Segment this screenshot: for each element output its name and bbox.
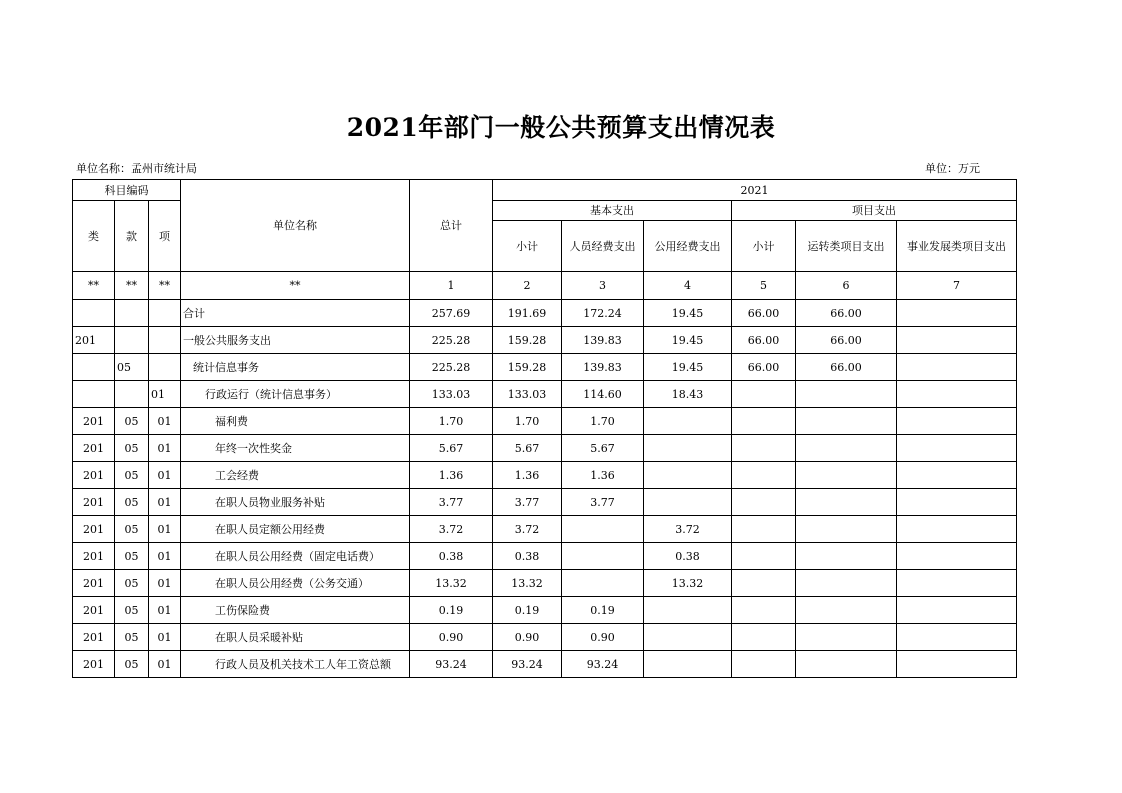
development-cell — [897, 651, 1017, 678]
table-row — [73, 543, 1017, 570]
transfer-cell — [796, 543, 897, 570]
transfer-cell — [796, 570, 897, 597]
xiang-cell: 01 — [149, 624, 181, 651]
xiang-cell: 01 — [149, 651, 181, 678]
public-cell — [644, 597, 732, 624]
item-name-cell: 工伤保险费 — [181, 597, 410, 624]
transfer-cell: 66.00 — [796, 354, 897, 381]
subject-code-header: 科目编码 — [73, 180, 181, 201]
public-cell: 19.45 — [644, 300, 732, 327]
transfer-cell: 66.00 — [796, 300, 897, 327]
total-cell: 13.32 — [410, 570, 493, 597]
project-subtotal-header: 小计 — [732, 221, 796, 272]
lei-cell: 201 — [73, 516, 115, 543]
transfer-cell — [796, 516, 897, 543]
personnel-cell: 5.67 — [562, 435, 644, 462]
lei-cell: 201 — [73, 327, 115, 354]
transfer-cell — [796, 408, 897, 435]
project-subtotal-cell — [732, 489, 796, 516]
item-name-cell: 在职人员定额公用经费 — [181, 516, 410, 543]
basic-subtotal-cell: 5.67 — [493, 435, 562, 462]
total-cell: 3.72 — [410, 516, 493, 543]
table-row — [73, 408, 1017, 435]
basic-subtotal-cell: 159.28 — [493, 327, 562, 354]
xiang-cell: 01 — [149, 516, 181, 543]
item-name-cell: 年终一次性奖金 — [181, 435, 410, 462]
total-cell: 225.28 — [410, 327, 493, 354]
personnel-expense-header: 人员经费支出 — [562, 221, 644, 272]
index-cell: 1 — [410, 272, 493, 300]
kuan-cell: 05 — [115, 435, 149, 462]
page-title: 2021年部门一般公共预算支出情况表 — [346, 113, 776, 142]
project-subtotal-cell — [732, 597, 796, 624]
index-row — [73, 272, 1017, 300]
basic-subtotal-cell: 133.03 — [493, 381, 562, 408]
basic-subtotal-cell: 0.19 — [493, 597, 562, 624]
xiang-cell — [149, 354, 181, 381]
project-subtotal-cell — [732, 462, 796, 489]
transfer-cell — [796, 435, 897, 462]
total-cell: 0.38 — [410, 543, 493, 570]
public-cell — [644, 462, 732, 489]
kuan-cell: 05 — [115, 354, 149, 381]
project-subtotal-cell — [732, 570, 796, 597]
total-cell: 257.69 — [410, 300, 493, 327]
total-header: 总计 — [410, 180, 493, 272]
total-cell: 0.19 — [410, 597, 493, 624]
kuan-cell: 05 — [115, 462, 149, 489]
public-cell: 18.43 — [644, 381, 732, 408]
development-cell — [897, 300, 1017, 327]
basic-subtotal-cell: 13.32 — [493, 570, 562, 597]
kuan-cell — [115, 300, 149, 327]
xiang-cell: 01 — [149, 435, 181, 462]
project-subtotal-cell — [732, 516, 796, 543]
total-cell: 0.90 — [410, 624, 493, 651]
table-row — [73, 570, 1017, 597]
public-expense-header: 公用经费支出 — [644, 221, 732, 272]
kuan-cell: 05 — [115, 570, 149, 597]
personnel-cell: 139.83 — [562, 327, 644, 354]
item-name-cell: 统计信息事务 — [181, 354, 410, 381]
lei-cell: 201 — [73, 597, 115, 624]
table-row — [73, 489, 1017, 516]
project-subtotal-cell — [732, 408, 796, 435]
table-row — [73, 516, 1017, 543]
kuan-cell: 05 — [115, 516, 149, 543]
xiang-header: 项 — [149, 201, 181, 272]
transfer-cell — [796, 462, 897, 489]
total-cell: 225.28 — [410, 354, 493, 381]
basic-expense-header: 基本支出 — [493, 201, 732, 221]
public-cell — [644, 624, 732, 651]
basic-subtotal-cell: 1.36 — [493, 462, 562, 489]
personnel-cell: 139.83 — [562, 354, 644, 381]
index-cell: ** — [149, 272, 181, 300]
table-row — [73, 462, 1017, 489]
basic-subtotal-cell: 1.70 — [493, 408, 562, 435]
kuan-cell: 05 — [115, 489, 149, 516]
public-cell: 13.32 — [644, 570, 732, 597]
development-cell — [897, 597, 1017, 624]
project-subtotal-cell: 66.00 — [732, 300, 796, 327]
project-subtotal-cell — [732, 435, 796, 462]
development-cell — [897, 435, 1017, 462]
xiang-cell: 01 — [149, 489, 181, 516]
development-cell — [897, 462, 1017, 489]
lei-cell — [73, 354, 115, 381]
public-cell: 19.45 — [644, 327, 732, 354]
kuan-cell: 05 — [115, 624, 149, 651]
total-cell: 3.77 — [410, 489, 493, 516]
xiang-cell: 01 — [149, 408, 181, 435]
xiang-cell — [149, 300, 181, 327]
lei-cell: 201 — [73, 543, 115, 570]
table-row — [73, 354, 1017, 381]
kuan-cell: 05 — [115, 543, 149, 570]
total-cell: 1.36 — [410, 462, 493, 489]
basic-subtotal-cell: 3.77 — [493, 489, 562, 516]
total-cell: 133.03 — [410, 381, 493, 408]
lei-cell — [73, 300, 115, 327]
development-cell — [897, 570, 1017, 597]
item-name-cell: 合计 — [181, 300, 410, 327]
personnel-cell — [562, 543, 644, 570]
transfer-cell — [796, 624, 897, 651]
item-name-cell: 行政运行（统计信息事务） — [181, 381, 410, 408]
development-cell — [897, 624, 1017, 651]
transfer-project-header: 运转类项目支出 — [796, 221, 897, 272]
transfer-cell — [796, 597, 897, 624]
table-row — [73, 327, 1017, 354]
public-cell — [644, 408, 732, 435]
project-subtotal-cell: 66.00 — [732, 327, 796, 354]
unit-name-header: 单位名称 — [181, 180, 410, 272]
kuan-cell — [115, 381, 149, 408]
index-cell: 4 — [644, 272, 732, 300]
project-subtotal-cell — [732, 381, 796, 408]
lei-cell: 201 — [73, 651, 115, 678]
development-cell — [897, 354, 1017, 381]
index-cell: ** — [73, 272, 115, 300]
kuan-cell: 05 — [115, 597, 149, 624]
development-cell — [897, 381, 1017, 408]
project-expense-header: 项目支出 — [732, 201, 1017, 221]
lei-cell — [73, 381, 115, 408]
item-name-cell: 福利费 — [181, 408, 410, 435]
development-cell — [897, 543, 1017, 570]
table-row — [73, 597, 1017, 624]
xiang-cell: 01 — [149, 462, 181, 489]
project-subtotal-cell — [732, 651, 796, 678]
basic-subtotal-cell: 93.24 — [493, 651, 562, 678]
unit-name-label: 单位名称：孟州市统计局 — [76, 162, 197, 175]
personnel-cell: 172.24 — [562, 300, 644, 327]
development-cell — [897, 408, 1017, 435]
index-cell: 2 — [493, 272, 562, 300]
index-cell: 6 — [796, 272, 897, 300]
table-row — [73, 651, 1017, 678]
basic-subtotal-cell: 0.38 — [493, 543, 562, 570]
kuan-cell: 05 — [115, 651, 149, 678]
xiang-cell: 01 — [149, 381, 181, 408]
development-cell — [897, 327, 1017, 354]
kuan-cell — [115, 327, 149, 354]
public-cell: 19.45 — [644, 354, 732, 381]
personnel-cell: 1.36 — [562, 462, 644, 489]
project-subtotal-cell — [732, 624, 796, 651]
item-name-cell: 行政人员及机关技术工人年工资总额 — [181, 651, 410, 678]
item-name-cell: 在职人员公用经费（固定电话费） — [181, 543, 410, 570]
item-name-cell: 在职人员采暖补贴 — [181, 624, 410, 651]
development-cell — [897, 489, 1017, 516]
xiang-cell: 01 — [149, 543, 181, 570]
basic-subtotal-cell: 159.28 — [493, 354, 562, 381]
personnel-cell: 114.60 — [562, 381, 644, 408]
index-cell: ** — [115, 272, 149, 300]
item-name-cell: 在职人员公用经费（公务交通） — [181, 570, 410, 597]
basic-subtotal-cell: 0.90 — [493, 624, 562, 651]
development-cell — [897, 516, 1017, 543]
lei-cell: 201 — [73, 462, 115, 489]
table-row — [73, 300, 1017, 327]
personnel-cell: 1.70 — [562, 408, 644, 435]
lei-cell: 201 — [73, 570, 115, 597]
basic-subtotal-cell: 3.72 — [493, 516, 562, 543]
total-cell: 1.70 — [410, 408, 493, 435]
transfer-cell — [796, 381, 897, 408]
total-cell: 5.67 — [410, 435, 493, 462]
transfer-cell — [796, 651, 897, 678]
kuan-header: 款 — [115, 201, 149, 272]
personnel-cell: 93.24 — [562, 651, 644, 678]
xiang-cell: 01 — [149, 597, 181, 624]
item-name-cell: 在职人员物业服务补贴 — [181, 489, 410, 516]
lei-cell: 201 — [73, 408, 115, 435]
basic-subtotal-header: 小计 — [493, 221, 562, 272]
table-row — [73, 624, 1017, 651]
budget-table — [72, 179, 1017, 678]
item-name-cell: 一般公共服务支出 — [181, 327, 410, 354]
public-cell: 0.38 — [644, 543, 732, 570]
year-header: 2021 — [493, 180, 1017, 201]
lei-cell: 201 — [73, 489, 115, 516]
public-cell — [644, 651, 732, 678]
total-cell: 93.24 — [410, 651, 493, 678]
index-cell: 7 — [897, 272, 1017, 300]
personnel-cell: 0.19 — [562, 597, 644, 624]
transfer-cell — [796, 489, 897, 516]
project-subtotal-cell — [732, 543, 796, 570]
table-row — [73, 381, 1017, 408]
xiang-cell — [149, 327, 181, 354]
xiang-cell: 01 — [149, 570, 181, 597]
index-cell: ** — [181, 272, 410, 300]
currency-unit-label: 单位：万元 — [925, 162, 980, 175]
public-cell — [644, 435, 732, 462]
public-cell: 3.72 — [644, 516, 732, 543]
public-cell — [644, 489, 732, 516]
personnel-cell — [562, 516, 644, 543]
lei-header: 类 — [73, 201, 115, 272]
personnel-cell: 3.77 — [562, 489, 644, 516]
item-name-cell: 工会经费 — [181, 462, 410, 489]
personnel-cell — [562, 570, 644, 597]
table-row — [73, 435, 1017, 462]
kuan-cell: 05 — [115, 408, 149, 435]
basic-subtotal-cell: 191.69 — [493, 300, 562, 327]
personnel-cell: 0.90 — [562, 624, 644, 651]
project-subtotal-cell: 66.00 — [732, 354, 796, 381]
development-project-header: 事业发展类项目支出 — [897, 221, 1017, 272]
transfer-cell: 66.00 — [796, 327, 897, 354]
lei-cell: 201 — [73, 435, 115, 462]
index-cell: 3 — [562, 272, 644, 300]
index-cell: 5 — [732, 272, 796, 300]
lei-cell: 201 — [73, 624, 115, 651]
